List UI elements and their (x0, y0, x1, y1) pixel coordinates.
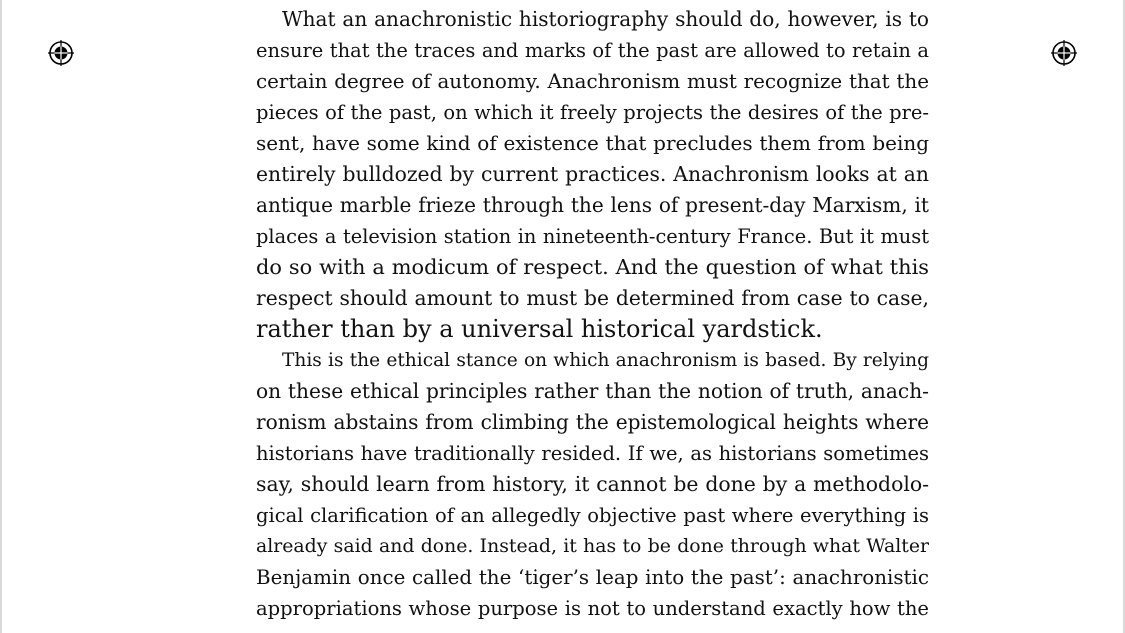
text-line: antique marble frieze through the lens of present-day Marxism, it (256, 193, 929, 217)
registration-mark-icon (1051, 40, 1077, 66)
text-line: pieces of the past, on which it freely projects the desires of the pre- (256, 101, 929, 124)
text-line: Benjamin once called the ‘tiger’s leap into the past’: anachronistic (256, 566, 929, 589)
text-line: do so with a modicum of respect. And the question of what this (256, 255, 929, 279)
registration-mark-icon (48, 40, 74, 66)
text-line: respect should amount to must be determined from case to case, (256, 286, 929, 310)
text-line: What an anachronistic historiography should do, however, is to (282, 7, 929, 31)
text-line: ensure that the traces and marks of the past are allowed to retain a (256, 39, 929, 62)
text-line: say, should learn from history, it cannot be done by a methodolo- (256, 472, 929, 496)
text-line: ronism abstains from climbing the epistemological heights where (256, 410, 929, 434)
text-line: entirely bulldozed by current practices. Anachronism looks at an (256, 162, 929, 186)
text-line: rather than by a universal historical yardstick. (256, 315, 823, 343)
text-line: certain degree of autonomy. Anachronism must recognize that the (256, 70, 929, 93)
body-text (256, 4, 929, 624)
paragraph (256, 345, 929, 624)
text-line: places a television station in nineteenth-century France. But it must (256, 225, 929, 248)
text-line: on these ethical principles rather than the notion of truth, anach- (256, 379, 929, 403)
text-line: appropriations whose purpose is not to understand exactly how the (256, 597, 929, 620)
page-left-edge (0, 0, 2, 633)
paragraph (256, 4, 929, 345)
text-line: This is the ethical stance on which anachronism is based. By relying (282, 350, 929, 371)
text-line: already said and done. Instead, it has to be done through what Walter (256, 536, 929, 557)
text-line: historians have traditionally resided. If we, as historians sometimes (256, 442, 929, 465)
text-line: sent, have some kind of existence that precludes them from being (256, 131, 929, 155)
text-line: gical clarification of an allegedly objective past where everything is (256, 504, 929, 527)
